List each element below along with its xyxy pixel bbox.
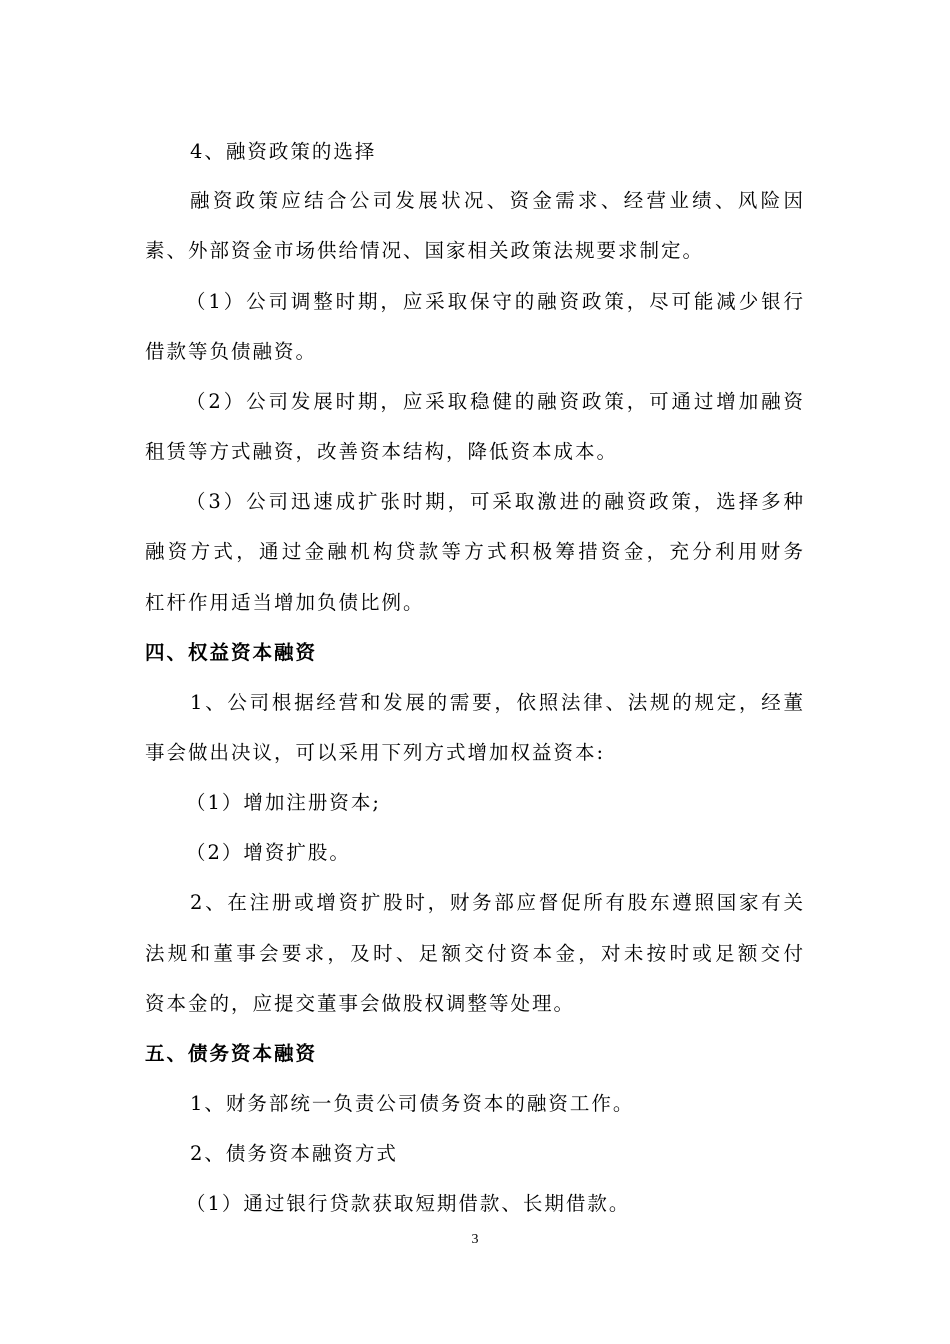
paragraph-line: 1、财务部统一负责公司债务资本的融资工作。 (190, 1092, 635, 1115)
section-heading-debt-financing: 五、债务资本融资 (145, 1042, 318, 1065)
paragraph-line: 借款等负债融资。 (145, 340, 318, 363)
paragraph-line: 2、在注册或增资扩股时，财务部应督促所有股东遵照国家有关 (190, 891, 805, 914)
page-number: 3 (471, 1232, 479, 1247)
paragraph-line: 2、债务资本融资方式 (190, 1142, 398, 1165)
list-item: （1）增加注册资本; (186, 791, 381, 814)
section-heading-equity-financing: 四、权益资本融资 (145, 641, 318, 664)
paragraph-line: 资本金的，应提交董事会做股权调整等处理。 (145, 992, 576, 1015)
paragraph-line: （3）公司迅速成扩张时期，可采取激进的融资政策，选择多种 (186, 490, 805, 513)
paragraph-line: 租赁等方式融资，改善资本结构，降低资本成本。 (145, 440, 619, 463)
paragraph-line: 1、公司根据经营和发展的需要，依照法律、法规的规定，经董 (190, 691, 805, 714)
paragraph-line: 法规和董事会要求，及时、足额交付资本金，对未按时或足额交付 (145, 942, 805, 965)
paragraph-line: 事会做出决议，可以采用下列方式增加权益资本: (145, 741, 606, 764)
list-item: （1）通过银行贷款获取短期借款、长期借款。 (186, 1192, 631, 1215)
subheading-financing-policy-choice: 4、融资政策的选择 (190, 140, 377, 163)
list-item: （2）增资扩股。 (186, 841, 351, 864)
paragraph-line: 融资方式，通过金融机构贷款等方式积极筹措资金，充分利用财务 (145, 540, 805, 563)
paragraph-line: （1）公司调整时期，应采取保守的融资政策，尽可能减少银行 (186, 290, 805, 313)
paragraph-line: 融资政策应结合公司发展状况、资金需求、经营业绩、风险因 (190, 189, 805, 212)
paragraph-line: 杠杆作用适当增加负债比例。 (145, 591, 425, 614)
paragraph-line: （2）公司发展时期，应采取稳健的融资政策，可通过增加融资 (186, 390, 805, 413)
paragraph-line: 素、外部资金市场供给情况、国家相关政策法规要求制定。 (145, 239, 705, 262)
